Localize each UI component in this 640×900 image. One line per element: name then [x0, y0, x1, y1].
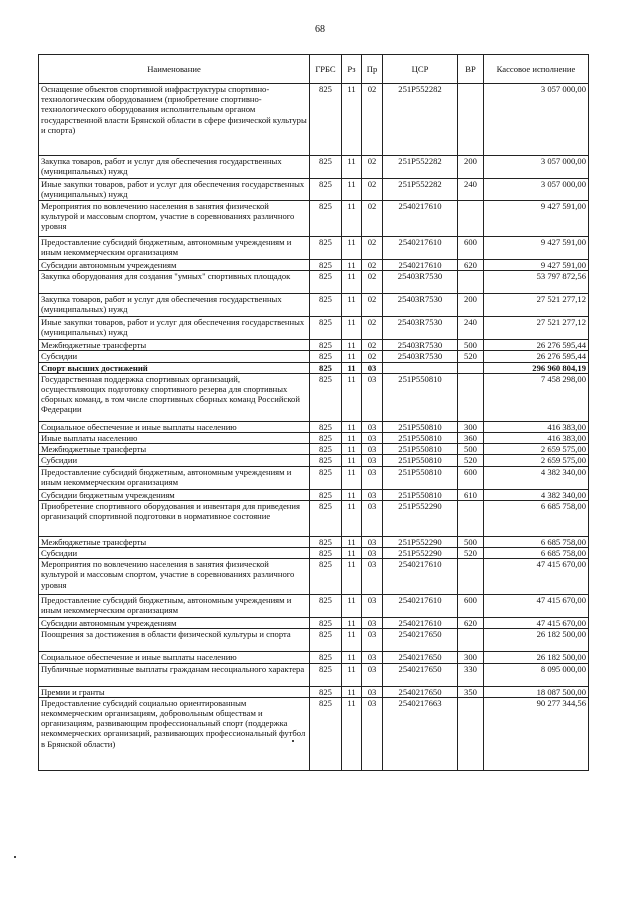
cell-pr: 03: [362, 559, 383, 595]
cell-rz: 11: [342, 536, 362, 547]
cell-rz: 11: [342, 260, 362, 271]
cell-amount: 26 276 595,44: [484, 351, 589, 362]
cell-grbs: 825: [310, 433, 342, 444]
table-row: [39, 500, 589, 536]
cell-grbs: 825: [310, 271, 342, 294]
table-row: [39, 294, 589, 317]
cell-amount: 4 382 340,00: [484, 489, 589, 500]
cell-pr: 02: [362, 260, 383, 271]
cell-pr: 03: [362, 548, 383, 559]
cell-name: Иные закупки товаров, работ и услуг для обеспечения государственных (муниципальных) нужд: [39, 179, 310, 201]
cell-grbs: 825: [310, 84, 342, 156]
cell-name: Межбюджетные трансферты: [39, 444, 310, 455]
cell-name: Субсидии: [39, 455, 310, 466]
cell-grbs: 825: [310, 536, 342, 547]
cell-rz: 11: [342, 652, 362, 663]
table-row: [39, 686, 589, 697]
cell-vr: 200: [458, 156, 484, 179]
cell-pr: 03: [362, 536, 383, 547]
cell-name: Оснащение объектов спортивной инфраструктуры спортивно-технологическим оборудованием (приобретение спортивно-технологического оборудования исполнительным органом государственной власти Брянской области в сфере физической культуры и спорта): [39, 84, 310, 156]
cell-rz: 11: [342, 548, 362, 559]
cell-csr: 2540217610: [383, 595, 458, 618]
cell-vr: 600: [458, 237, 484, 260]
cell-csr: 2540217650: [383, 652, 458, 663]
cell-name: Предоставление субсидий бюджетным, автономным учреждениям и иным некоммерческим организациям: [39, 466, 310, 489]
cell-csr: 2540217650: [383, 663, 458, 686]
header-amount: Кассовое исполнение: [484, 55, 589, 84]
cell-pr: 03: [362, 697, 383, 770]
cell-name: Закупка товаров, работ и услуг для обеспечения государственных (муниципальных) нужд: [39, 294, 310, 317]
cell-rz: 11: [342, 433, 362, 444]
cell-name: Социальное обеспечение и иные выплаты населению: [39, 421, 310, 432]
cell-pr: 03: [362, 595, 383, 618]
cell-csr: 251P550810: [383, 373, 458, 421]
cell-amount: 2 659 575,00: [484, 455, 589, 466]
cell-pr: 03: [362, 421, 383, 432]
cell-grbs: 825: [310, 373, 342, 421]
table-header-row: [39, 55, 589, 84]
cell-pr: 02: [362, 179, 383, 201]
page-number: 68: [315, 24, 325, 35]
cell-amount: 4 382 340,00: [484, 466, 589, 489]
cell-amount: 6 685 758,00: [484, 548, 589, 559]
cell-amount: 90 277 344,56: [484, 697, 589, 770]
cell-csr: 251P552282: [383, 84, 458, 156]
table-row: [39, 536, 589, 547]
cell-pr: 03: [362, 466, 383, 489]
cell-name: Иные закупки товаров, работ и услуг для обеспечения государственных (муниципальных) нужд: [39, 317, 310, 340]
table-row: [39, 444, 589, 455]
cell-grbs: 825: [310, 340, 342, 351]
table-row: [39, 629, 589, 652]
cell-vr: [458, 201, 484, 237]
cell-csr: 25403R7530: [383, 340, 458, 351]
table-row: [39, 548, 589, 559]
cell-vr: 360: [458, 433, 484, 444]
cell-vr: 300: [458, 652, 484, 663]
cell-amount: 47 415 670,00: [484, 618, 589, 629]
cell-rz: 11: [342, 179, 362, 201]
cell-amount: 9 427 591,00: [484, 237, 589, 260]
cell-csr: 25403R7530: [383, 294, 458, 317]
cell-csr: 251P550810: [383, 433, 458, 444]
cell-pr: 03: [362, 433, 383, 444]
header-grbs: ГРБС: [310, 55, 342, 84]
cell-name: Субсидии автономным учреждениям: [39, 618, 310, 629]
cell-csr: 251P550810: [383, 421, 458, 432]
cell-amount: 26 182 500,00: [484, 652, 589, 663]
cell-vr: 330: [458, 663, 484, 686]
cell-amount: 6 685 758,00: [484, 500, 589, 536]
cell-vr: [458, 271, 484, 294]
cell-pr: 03: [362, 455, 383, 466]
cell-amount: 3 057 000,00: [484, 84, 589, 156]
cell-vr: 520: [458, 351, 484, 362]
cell-pr: 03: [362, 686, 383, 697]
cell-csr: 2540217650: [383, 686, 458, 697]
cell-csr: 2540217650: [383, 629, 458, 652]
cell-vr: 240: [458, 179, 484, 201]
cell-grbs: 825: [310, 595, 342, 618]
cell-rz: 11: [342, 697, 362, 770]
cell-grbs: 825: [310, 652, 342, 663]
cell-name: Иные выплаты населению: [39, 433, 310, 444]
cell-csr: 251P552290: [383, 536, 458, 547]
cell-rz: 11: [342, 156, 362, 179]
cell-grbs: 825: [310, 362, 342, 373]
cell-csr: 251P550810: [383, 444, 458, 455]
cell-csr: 25403R7530: [383, 271, 458, 294]
cell-pr: 02: [362, 201, 383, 237]
cell-rz: 11: [342, 237, 362, 260]
cell-name: Закупка оборудования для создания "умных" спортивных площадок: [39, 271, 310, 294]
cell-grbs: 825: [310, 618, 342, 629]
cell-name: Межбюджетные трансферты: [39, 340, 310, 351]
cell-amount: 9 427 591,00: [484, 260, 589, 271]
cell-pr: 02: [362, 351, 383, 362]
cell-name: Предоставление субсидий бюджетным, автономным учреждениям и иным некоммерческим организациям: [39, 237, 310, 260]
cell-name: Спорт высших достижений: [39, 362, 310, 373]
cell-rz: 11: [342, 317, 362, 340]
table-row: [39, 271, 589, 294]
cell-rz: 11: [342, 351, 362, 362]
scan-speck: [14, 856, 16, 858]
cell-vr: 350: [458, 686, 484, 697]
cell-vr: 600: [458, 595, 484, 618]
cell-vr: 600: [458, 466, 484, 489]
table-body: [39, 84, 589, 771]
cell-amount: 9 427 591,00: [484, 201, 589, 237]
cell-pr: 02: [362, 294, 383, 317]
cell-grbs: 825: [310, 260, 342, 271]
cell-csr: 251P552290: [383, 548, 458, 559]
cell-grbs: 825: [310, 500, 342, 536]
cell-rz: 11: [342, 559, 362, 595]
cell-pr: 03: [362, 663, 383, 686]
cell-amount: 7 458 298,00: [484, 373, 589, 421]
header-vr: ВР: [458, 55, 484, 84]
cell-pr: 03: [362, 500, 383, 536]
cell-name: Социальное обеспечение и иные выплаты населению: [39, 652, 310, 663]
cell-amount: 6 685 758,00: [484, 536, 589, 547]
table-row: [39, 455, 589, 466]
cell-csr: 2540217610: [383, 237, 458, 260]
table-row: [39, 362, 589, 373]
cell-amount: 47 415 670,00: [484, 559, 589, 595]
cell-pr: 03: [362, 629, 383, 652]
cell-rz: 11: [342, 663, 362, 686]
cell-csr: 2540217610: [383, 201, 458, 237]
cell-grbs: 825: [310, 201, 342, 237]
scan-speck: [292, 740, 294, 742]
header-csr: ЦСР: [383, 55, 458, 84]
cell-csr: 2540217663: [383, 697, 458, 770]
table-row: [39, 697, 589, 770]
cell-grbs: 825: [310, 317, 342, 340]
cell-rz: 11: [342, 340, 362, 351]
table-row: [39, 156, 589, 179]
cell-pr: 02: [362, 156, 383, 179]
cell-csr: 2540217610: [383, 559, 458, 595]
cell-name: Межбюджетные трансферты: [39, 536, 310, 547]
table-row: [39, 351, 589, 362]
cell-vr: [458, 559, 484, 595]
cell-amount: 2 659 575,00: [484, 444, 589, 455]
table-row: [39, 466, 589, 489]
cell-vr: [458, 629, 484, 652]
cell-rz: 11: [342, 629, 362, 652]
cell-grbs: 825: [310, 455, 342, 466]
cell-pr: 02: [362, 271, 383, 294]
cell-vr: 620: [458, 260, 484, 271]
table-row: [39, 340, 589, 351]
cell-name: Мероприятия по вовлечению населения в занятия физической культурой и массовым спортом, участие в соревнованиях различного уровня: [39, 559, 310, 595]
cell-vr: 520: [458, 548, 484, 559]
table-row: [39, 201, 589, 237]
cell-grbs: 825: [310, 697, 342, 770]
cell-pr: 02: [362, 340, 383, 351]
cell-csr: 251P550810: [383, 455, 458, 466]
cell-name: Премии и гранты: [39, 686, 310, 697]
cell-rz: 11: [342, 455, 362, 466]
table-row: [39, 179, 589, 201]
budget-table: [38, 54, 589, 771]
table-row: [39, 595, 589, 618]
table-row: [39, 84, 589, 156]
cell-rz: 11: [342, 421, 362, 432]
cell-name: Субсидии: [39, 351, 310, 362]
cell-csr: 251P552282: [383, 156, 458, 179]
cell-name: Публичные нормативные выплаты гражданам несоциального характера: [39, 663, 310, 686]
cell-vr: 500: [458, 444, 484, 455]
cell-csr: 251P550810: [383, 466, 458, 489]
cell-rz: 11: [342, 373, 362, 421]
cell-amount: 27 521 277,12: [484, 317, 589, 340]
cell-rz: 11: [342, 466, 362, 489]
cell-vr: 500: [458, 340, 484, 351]
cell-pr: 03: [362, 618, 383, 629]
cell-grbs: 825: [310, 156, 342, 179]
table-row: [39, 652, 589, 663]
cell-amount: 8 095 000,00: [484, 663, 589, 686]
cell-rz: 11: [342, 444, 362, 455]
cell-csr: 251P552290: [383, 500, 458, 536]
cell-pr: 03: [362, 652, 383, 663]
cell-grbs: 825: [310, 444, 342, 455]
cell-grbs: 825: [310, 237, 342, 260]
cell-amount: 3 057 000,00: [484, 179, 589, 201]
cell-pr: 02: [362, 317, 383, 340]
cell-grbs: 825: [310, 548, 342, 559]
cell-name: Поощрения за достижения в области физической культуры и спорта: [39, 629, 310, 652]
cell-pr: 03: [362, 362, 383, 373]
cell-amount: 18 087 500,00: [484, 686, 589, 697]
cell-csr: 251P550810: [383, 489, 458, 500]
cell-rz: 11: [342, 686, 362, 697]
cell-vr: [458, 362, 484, 373]
cell-name: Предоставление субсидий бюджетным, автономным учреждениям и иным некоммерческим организациям: [39, 595, 310, 618]
cell-vr: 610: [458, 489, 484, 500]
cell-grbs: 825: [310, 179, 342, 201]
cell-name: Субсидии автономным учреждениям: [39, 260, 310, 271]
header-rz: Рз: [342, 55, 362, 84]
cell-grbs: 825: [310, 686, 342, 697]
cell-vr: [458, 697, 484, 770]
cell-rz: 11: [342, 489, 362, 500]
cell-vr: 520: [458, 455, 484, 466]
cell-csr: 25403R7530: [383, 317, 458, 340]
cell-name: Приобретение спортивного оборудования и инвентаря для приведения организаций спортивной подготовки в нормативное состояние: [39, 500, 310, 536]
cell-name: Предоставление субсидий социально ориентированным некоммерческим организациям, добровольным обществам и организациям, развивающим профессиональный спорт (поддержка некоммерческих организаций, развивающих профессиональный футбол в Брянской области): [39, 697, 310, 770]
table-row: [39, 663, 589, 686]
cell-grbs: 825: [310, 294, 342, 317]
cell-vr: [458, 84, 484, 156]
cell-grbs: 825: [310, 629, 342, 652]
cell-name: Государственная поддержка спортивных организаций, осуществляющих подготовку спортивного резерва для спортивных сборных команд, в том числе спортивных сборных команд Российской Федерации: [39, 373, 310, 421]
cell-pr: 03: [362, 489, 383, 500]
cell-amount: 26 276 595,44: [484, 340, 589, 351]
cell-pr: 03: [362, 444, 383, 455]
cell-grbs: 825: [310, 663, 342, 686]
cell-rz: 11: [342, 271, 362, 294]
cell-name: Мероприятия по вовлечению населения в занятия физической культурой и массовым спортом, участие в соревнованиях различного уровня: [39, 201, 310, 237]
table-row: [39, 317, 589, 340]
cell-amount: 47 415 670,00: [484, 595, 589, 618]
cell-rz: 11: [342, 618, 362, 629]
table-row: [39, 559, 589, 595]
cell-name: Закупка товаров, работ и услуг для обеспечения государственных (муниципальных) нужд: [39, 156, 310, 179]
table-row: [39, 433, 589, 444]
cell-vr: 500: [458, 536, 484, 547]
cell-amount: 296 960 804,19: [484, 362, 589, 373]
cell-pr: 02: [362, 84, 383, 156]
cell-grbs: 825: [310, 421, 342, 432]
cell-amount: 26 182 500,00: [484, 629, 589, 652]
table-row: [39, 489, 589, 500]
cell-grbs: 825: [310, 466, 342, 489]
cell-vr: 620: [458, 618, 484, 629]
cell-vr: 300: [458, 421, 484, 432]
cell-grbs: 825: [310, 351, 342, 362]
cell-rz: 11: [342, 201, 362, 237]
cell-amount: 27 521 277,12: [484, 294, 589, 317]
cell-rz: 11: [342, 500, 362, 536]
cell-vr: 240: [458, 317, 484, 340]
header-name: Наименование: [39, 55, 310, 84]
cell-rz: 11: [342, 294, 362, 317]
header-pr: Пр: [362, 55, 383, 84]
table-row: [39, 618, 589, 629]
table-row: [39, 237, 589, 260]
cell-vr: 200: [458, 294, 484, 317]
cell-grbs: 825: [310, 489, 342, 500]
cell-grbs: 825: [310, 559, 342, 595]
cell-rz: 11: [342, 362, 362, 373]
cell-pr: 03: [362, 373, 383, 421]
cell-amount: 3 057 000,00: [484, 156, 589, 179]
cell-csr: 25403R7530: [383, 351, 458, 362]
table-row: [39, 421, 589, 432]
cell-rz: 11: [342, 595, 362, 618]
cell-vr: [458, 500, 484, 536]
cell-csr: 2540217610: [383, 260, 458, 271]
cell-name: Субсидии бюджетным учреждениям: [39, 489, 310, 500]
cell-rz: 11: [342, 84, 362, 156]
cell-name: Субсидии: [39, 548, 310, 559]
cell-amount: 416 383,00: [484, 433, 589, 444]
cell-vr: [458, 373, 484, 421]
table-row: [39, 373, 589, 421]
cell-amount: 416 383,00: [484, 421, 589, 432]
cell-csr: [383, 362, 458, 373]
cell-csr: 2540217610: [383, 618, 458, 629]
cell-csr: 251P552282: [383, 179, 458, 201]
cell-pr: 02: [362, 237, 383, 260]
table-row: [39, 260, 589, 271]
cell-amount: 53 797 872,56: [484, 271, 589, 294]
